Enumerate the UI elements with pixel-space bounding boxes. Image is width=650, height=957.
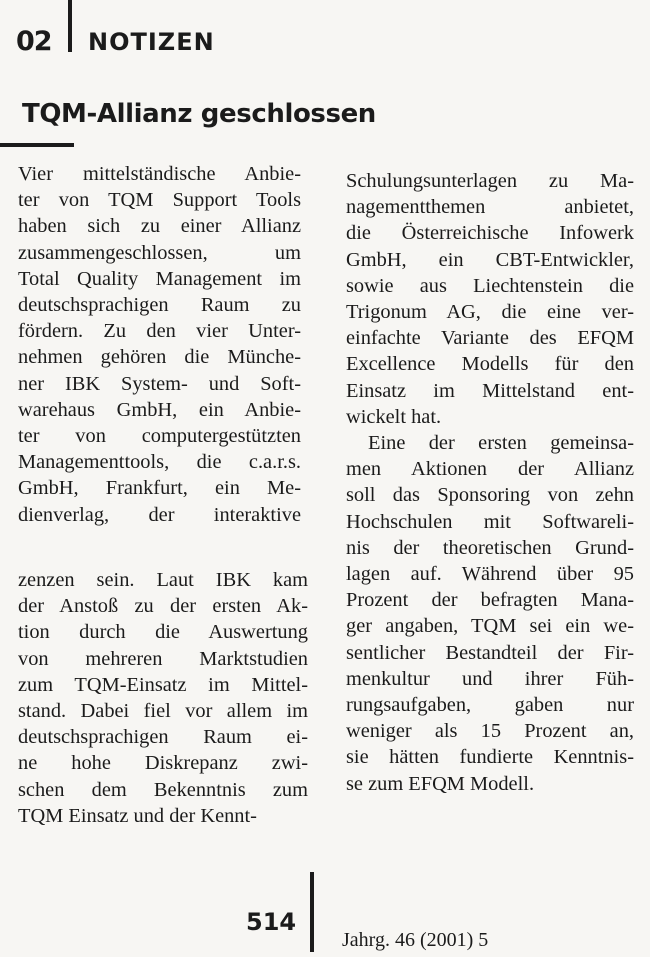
text-line: men Aktionen der Allianz	[346, 458, 634, 481]
text-line: sie hätten fundierte Kenntnis-	[346, 746, 634, 769]
text-line: Hochschulen mit Softwareli-	[346, 510, 634, 533]
article-title: TQM-Allianz geschlossen	[22, 99, 376, 129]
journal-volume: Jahrg. 46 (2001) 5	[342, 929, 489, 951]
text-line: lagen auf. Während über 95	[346, 563, 634, 586]
text-line: zenzen sein. Laut IBK kam	[18, 569, 308, 591]
column-2	[346, 168, 634, 797]
text-line: ter von TQM Support Tools	[18, 189, 301, 212]
text-line: die Österreichische Infowerk	[346, 222, 634, 245]
text-line: rungsaufgaben, gaben nur	[346, 694, 634, 717]
text-line: Prozent der befragten Mana-	[346, 589, 634, 612]
text-line: TQM Einsatz und der Kennt-	[18, 804, 257, 827]
text-line: dienverlag, der interaktive	[18, 503, 301, 526]
text-line: Vier mittelständische Anbie-	[18, 163, 301, 185]
text-line: soll das Sponsoring von zehn	[346, 484, 634, 507]
text-line: Trigonum AG, die eine ver-	[346, 301, 634, 324]
text-line: weniger als 15 Prozent an,	[346, 720, 634, 743]
text-line: Total Quality Management im	[18, 267, 301, 290]
text-line: ger angaben, TQM sei ein we-	[346, 615, 634, 638]
text-line: menkultur und ihrer Füh-	[346, 667, 634, 690]
section-title: NOTIZEN	[88, 28, 215, 56]
text-line: Managementtools, die c.a.r.s.	[18, 451, 301, 474]
text-line: ne hohe Diskrepanz zwi-	[18, 752, 308, 775]
text-line: einfachte Variante des EFQM	[346, 327, 634, 350]
page-number: 514	[246, 908, 297, 936]
text-line: zusammengeschlossen, um	[18, 241, 301, 264]
text-line: nehmen gehören die Münche-	[18, 346, 301, 369]
text-line: warehaus GmbH, ein Anbie-	[18, 398, 301, 421]
text-line: nagementthemen anbietet,	[346, 196, 634, 219]
text-line: von mehreren Marktstudien	[18, 647, 308, 670]
text-line: der Anstoß zu der ersten Ak-	[18, 595, 308, 618]
text-line: deutschsprachigen Raum zu	[18, 294, 301, 317]
text-line: wickelt hat.	[346, 405, 442, 428]
header-divider	[68, 0, 72, 52]
text-line: nis der theoretischen Grund-	[346, 536, 634, 559]
text-line: Einsatz im Mittelstand ent-	[346, 379, 634, 402]
text-line: stand. Dabei fiel vor allem im	[18, 700, 308, 723]
text-line: haben sich zu einer Allianz	[18, 215, 301, 238]
text-line: sentlicher Bestandteil der Fir-	[346, 641, 634, 664]
text-line: schen dem Bekenntnis zum	[18, 778, 308, 801]
text-line: fördern. Zu den vier Unter-	[18, 320, 301, 343]
text-line: ner IBK System- und Soft-	[18, 372, 301, 395]
text-line: Eine der ersten gemeinsa-	[368, 432, 634, 455]
title-underline	[0, 143, 74, 147]
text-line: tion durch die Auswertung	[18, 621, 308, 644]
column-1-top	[18, 161, 301, 528]
text-line: sowie aus Liechtenstein die	[346, 274, 634, 297]
text-line: Excellence Modells für den	[346, 353, 634, 376]
footer-divider	[310, 872, 314, 952]
text-line: Schulungsunterlagen zu Ma-	[346, 170, 634, 192]
text-line: ter von computergestützten	[18, 425, 301, 448]
text-line: deutschsprachigen Raum ei-	[18, 726, 308, 749]
text-line: zum TQM-Einsatz im Mittel-	[18, 673, 308, 696]
column-1-bottom	[18, 567, 308, 829]
text-line: GmbH, Frankfurt, ein Me-	[18, 477, 301, 500]
text-line: se zum EFQM Modell.	[346, 772, 535, 795]
section-number: 02	[16, 26, 52, 57]
text-line: GmbH, ein CBT-Entwickler,	[346, 248, 634, 271]
